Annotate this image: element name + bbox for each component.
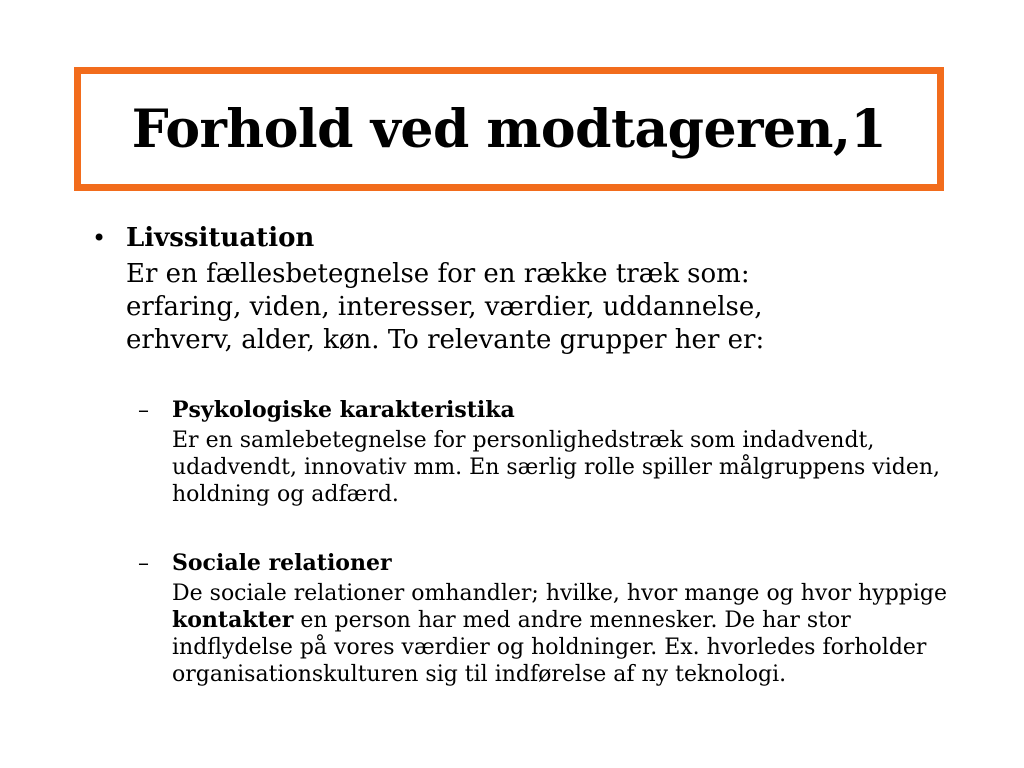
- subitem-body-emphasis: kontakter: [172, 607, 294, 633]
- dash-marker: –: [138, 398, 149, 423]
- slide-content: [92, 222, 972, 688]
- subitem-body-text: De sociale relationer omhandler; hvilke, hvor mange og hvor hyppige: [172, 581, 948, 606]
- bullet-marker: •: [92, 224, 107, 252]
- subitem-sociale: [92, 550, 972, 688]
- subitem-heading: Psykologiske karakteristika: [172, 397, 515, 423]
- slide-title: Forhold ved modtageren,1: [131, 98, 887, 160]
- subitem-psykologiske: [92, 397, 972, 508]
- bullet-heading: Livssituation: [126, 223, 315, 253]
- bullet-livssituation: [92, 222, 972, 357]
- title-box: [74, 67, 944, 191]
- subitem-body-text: en person har med andre mennesker. De har stor indflydelse på vores værdier og holdninger. Ex. hvorledes forholder organisationskulturen sig til indførelse af ny teknologi.: [172, 608, 927, 687]
- dash-marker: –: [138, 551, 149, 576]
- subitem-heading: Sociale relationer: [172, 550, 392, 576]
- subitem-body: [172, 580, 952, 688]
- subitem-body: Er en samlebetegnelse for personlighedstræk som indadvendt, udadvendt, innovativ mm. En særlig rolle spiller målgruppens viden, holdning og adfærd.: [172, 428, 941, 507]
- bullet-body: Er en fællesbetegnelse for en række træk som: erfaring, viden, interesser, værdier, uddannelse, erhverv, alder, køn. To relevante grupper her er:: [126, 259, 765, 355]
